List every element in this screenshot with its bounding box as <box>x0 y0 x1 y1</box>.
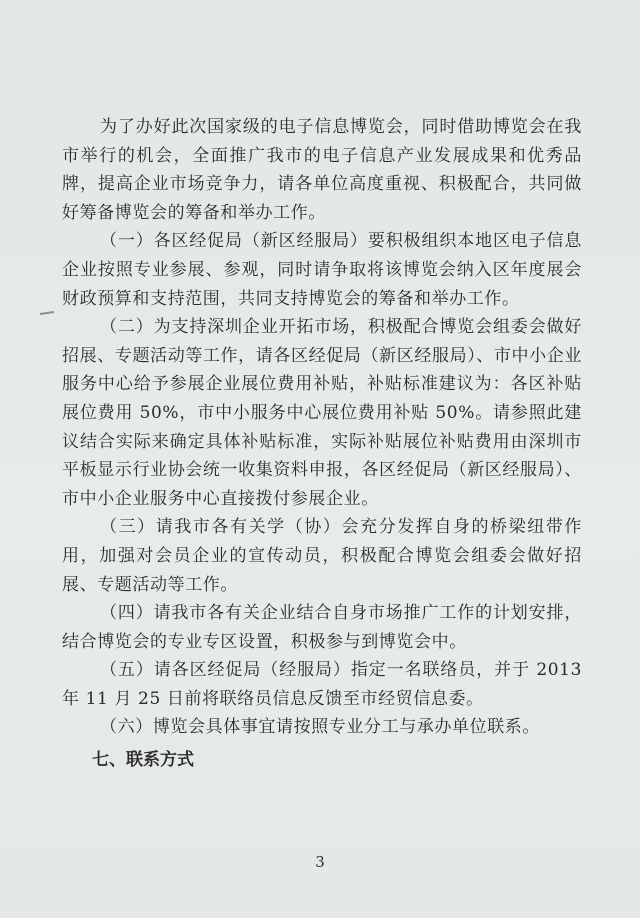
page-number: 3 <box>315 853 325 871</box>
item-paragraph-4: （四）请我市各有关企业结合自身市场推广工作的计划安排，结合博览会的专业专区设置，积极参与到博览会中。 <box>62 603 582 652</box>
margin-mark <box>40 311 54 315</box>
item-paragraph-1: （一）各区经促局（新区经服局）要积极组织本地区电子信息企业按照专业参展、参观，同时请争取将该博览会纳入区年度展会财政预算和支持范围，共同支持博览会的筹备和举办工作。 <box>62 231 582 309</box>
item-paragraph-6: （六）博览会具体事宜请按照专业分工与承办单位联系。 <box>100 717 540 738</box>
intro-paragraph: 为了办好此次国家级的电子信息博览会，同时借助博览会在我市举行的机会，全面推广我市的电子信息产业发展成果和优秀品牌，提高企业市场竞争力，请各单位高度重视、积极配合，共同做好筹备博览会的筹备和举办工作。 <box>62 117 582 223</box>
document-body <box>62 113 582 775</box>
item-paragraph-3: （三）请我市各有关学（协）会充分发挥自身的桥梁纽带作用，加强对会员企业的宣传动员，积极配合博览会组委会做好招展、专题活动等工作。 <box>62 517 582 595</box>
item-paragraph-2: （二）为支持深圳企业开拓市场，积极配合博览会组委会做好招展、专题活动等工作，请各区经促局（新区经服局）、市中小企业服务中心给予参展企业展位费用补贴，补贴标准建议为：各区补贴展位费用 50%，市中小服务中心展位费用补贴 50%。请参照此建议结合实际来确定具体补贴标准，实际补贴展位补贴费用由深圳市平板显示行业协会统一收集资料申报，各区经促局（新区经服局）、市中小企业服务中心直接拨付参展企业。 <box>62 317 582 509</box>
item-paragraph-5: （五）请各区经促局（经服局）指定一名联络员，并于 2013 年 11 月 25 日前将联络员信息反馈至市经贸信息委。 <box>62 660 582 709</box>
section-heading: 七、联系方式 <box>92 750 194 771</box>
